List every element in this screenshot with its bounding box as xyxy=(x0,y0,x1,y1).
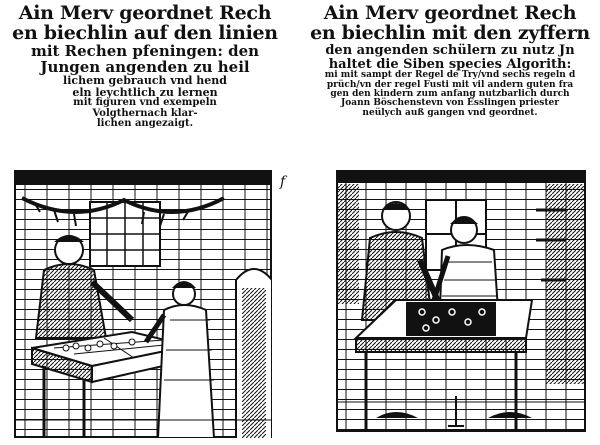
left-title-line: lichen angezaigt. xyxy=(96,118,194,130)
left-title-line: Jungen angenden zu heil xyxy=(40,57,250,76)
woodcut-cipher-table xyxy=(336,170,586,432)
left-title-block xyxy=(0,4,290,130)
right-title-line: Ain Merv geordnet Rech xyxy=(323,2,577,24)
left-title-line: mit Rechen pfeningen: den xyxy=(30,41,260,60)
right-title-line: en biechlin mit den zyffern xyxy=(310,21,590,44)
right-page xyxy=(300,0,600,445)
right-title-block xyxy=(300,4,600,118)
right-title-line: den angenden schülern zu nutz Jn xyxy=(325,42,575,58)
left-title-line: Ain Merv geordnet Rech xyxy=(18,2,272,24)
woodcut-counting-board xyxy=(14,170,272,438)
left-title-line: eln leychtlich zu lernen xyxy=(72,85,218,99)
right-title-line: haltet die Siben species Algorith: xyxy=(328,56,572,72)
right-title-line: mi mit sampt der Regel de Try/vnd sechs regeln d xyxy=(324,70,576,81)
margin-mark: f xyxy=(280,174,286,190)
right-title-line: neülych auß gangen vnd geordnet. xyxy=(362,107,538,118)
left-title-line: Volgthernach klar- xyxy=(92,107,198,119)
left-title-line: en biechlin auf den linien xyxy=(12,21,278,44)
right-title-line: prüch/vn der regel Fusti mit vil andern guten fra xyxy=(326,79,574,90)
left-title-line: lichem gebrauch vnd hend xyxy=(63,74,227,88)
right-title-line: Joann Böschenstevn von Esslingen priester xyxy=(341,98,559,109)
right-title-line: gen den kindern zum anfang nutzbarlich durch xyxy=(330,89,570,100)
left-title-line: mit figuren vnd exempeln xyxy=(73,97,217,109)
left-page xyxy=(0,0,290,445)
